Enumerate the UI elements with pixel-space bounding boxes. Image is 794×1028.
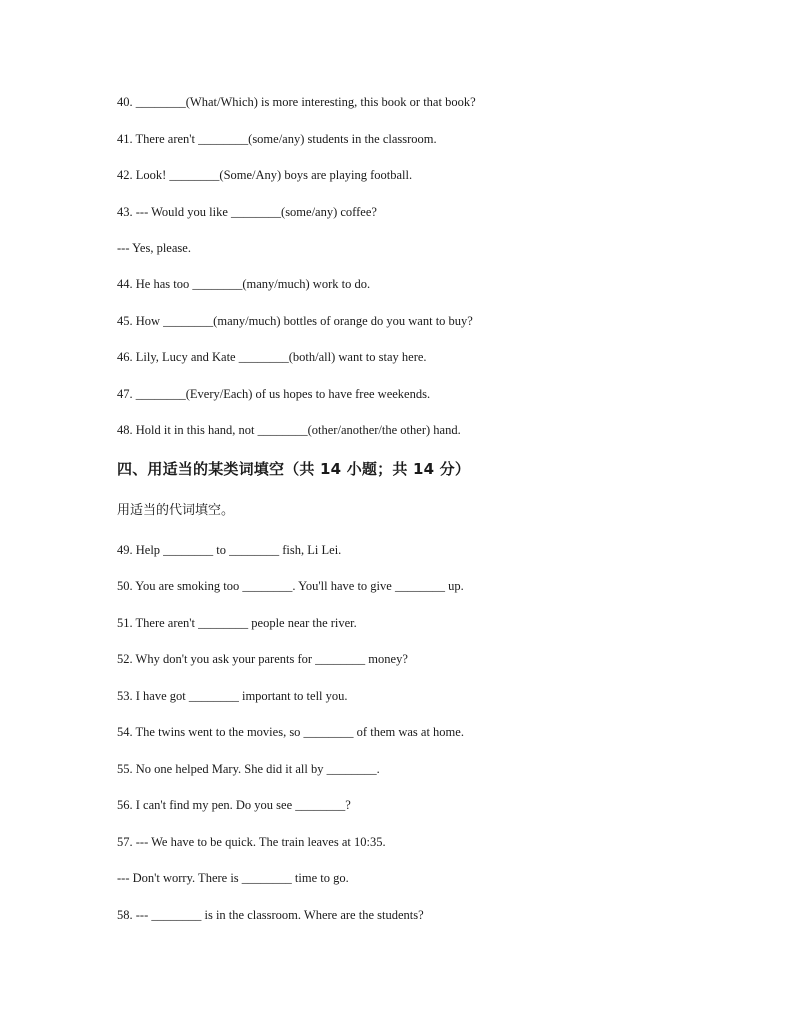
question-42: 42. Look! ________(Some/Any) boys are playing football. <box>117 168 413 182</box>
question-43-answer: --- Yes, please. <box>117 241 191 255</box>
question-40: 40. ________(What/Which) is more interesting, this book or that book? <box>117 95 476 109</box>
question-50: 50. You are smoking too ________. You'll have to give ________ up. <box>117 579 464 593</box>
question-56: 56. I can't find my pen. Do you see ________? <box>117 798 351 812</box>
question-53: 53. I have got ________ important to tell you. <box>117 689 348 703</box>
question-48: 48. Hold it in this hand, not ________(other/another/the other) hand. <box>117 423 461 437</box>
question-43: 43. --- Would you like ________(some/any) coffee? <box>117 205 377 219</box>
question-55: 55. No one helped Mary. She did it all by ________. <box>117 762 380 776</box>
question-58: 58. --- ________ is in the classroom. Where are the students? <box>117 908 424 922</box>
question-44: 44. He has too ________(many/much) work to do. <box>117 277 371 291</box>
question-52: 52. Why don't you ask your parents for ________ money? <box>117 652 408 666</box>
question-57-answer: --- Don't worry. There is ________ time to go. <box>117 871 349 885</box>
question-57: 57. --- We have to be quick. The train leaves at 10:35. <box>117 835 386 849</box>
question-54: 54. The twins went to the movies, so ________ of them was at home. <box>117 725 464 739</box>
question-46: 46. Lily, Lucy and Kate ________(both/all) want to stay here. <box>117 350 427 364</box>
question-41: 41. There aren't ________(some/any) students in the classroom. <box>117 132 437 146</box>
question-49: 49. Help ________ to ________ fish, Li Lei. <box>117 543 342 557</box>
question-47: 47. ________(Every/Each) of us hopes to have free weekends. <box>117 387 431 401</box>
question-45: 45. How ________(many/much) bottles of orange do you want to buy? <box>117 314 473 328</box>
question-51: 51. There aren't ________ people near the river. <box>117 616 357 630</box>
section-instruction: 用适当的代词填空。 <box>117 503 235 518</box>
section-heading: 四、用适当的某类词填空（共 14 小题；共 14 分） <box>117 460 471 478</box>
